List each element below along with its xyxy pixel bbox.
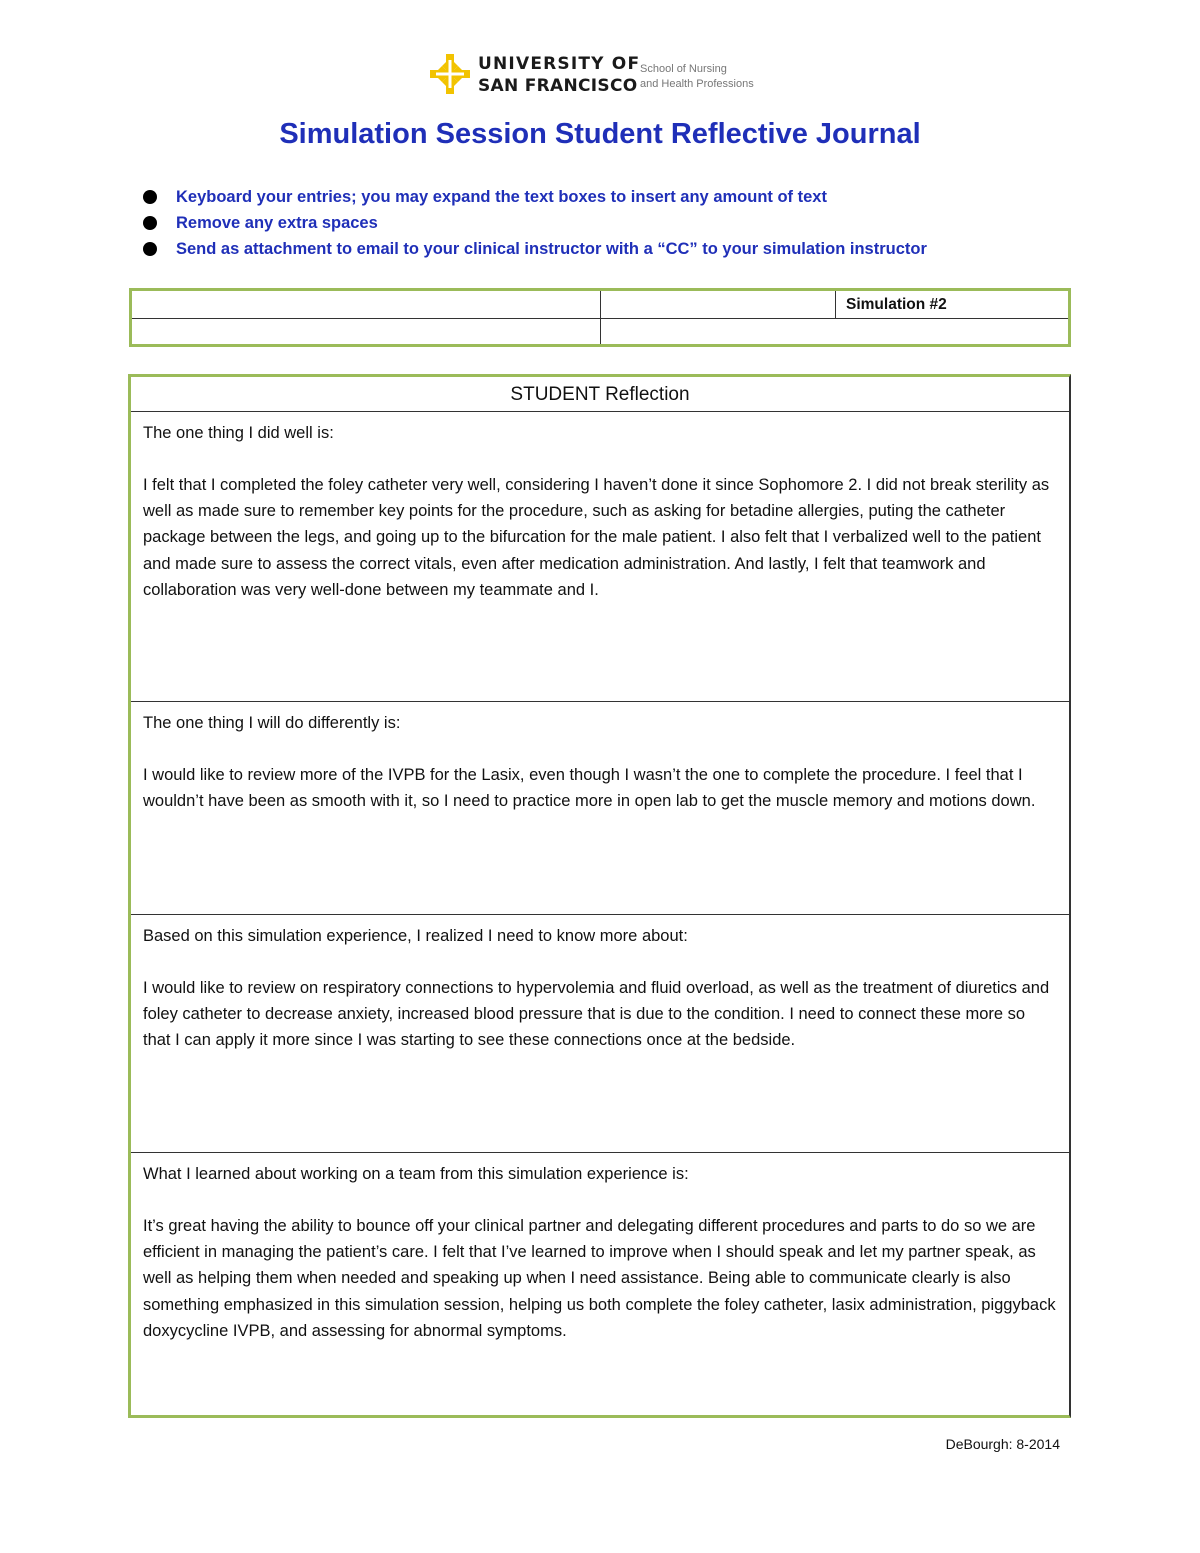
instruction-list [140,184,1100,262]
university-logo [428,52,788,102]
instruction-text: Send as attachment to email to your clinical instructor with a “CC” to your simulation instructor [176,240,927,258]
logo-school-line2: and Health Professions [640,78,754,90]
info-table-column-divider [835,291,836,319]
section-response: It’s great having the ability to bounce off your clinical partner and delegating different procedures and parts to do so we are efficient in managing the patient’s care. I felt that I’ve learned to improve when I should speak and let my partner speak, as well as helping them when needed and speaking up when I need assistance. Being able to communicate clearly is also something emphasized in this simulation session, helping us both complete the foley catheter, lasix administration, piggyback doxycycline IVPB, and assessing for abnormal symptoms. [143,1217,1056,1340]
section-prompt: Based on this simulation experience, I realized I need to know more about: [143,927,688,945]
bullet-dot-icon [143,216,157,230]
instruction-item [140,184,1100,210]
student-info-table [129,288,1071,347]
reflection-section-know-more [131,915,1069,1153]
section-response: I would like to review more of the IVPB for the Lasix, even though I wasn’t the one to complete the procedure. I feel that I wouldn’t have been as smooth with it, so I need to practice more in open lab to get the muscle memory and motions down. [143,766,1036,811]
logo-school-line1: School of Nursing [640,63,727,75]
logo-san-francisco-line: SAN FRANCISCO [478,76,638,96]
reflection-section-teamwork [131,1153,1069,1415]
usf-cross-icon [428,52,472,96]
reflection-section-do-differently [131,702,1069,915]
section-prompt: The one thing I will do differently is: [143,714,401,732]
footer-credit: DeBourgh: 8-2014 [945,1436,1060,1452]
logo-university-line: UNIVERSITY OF [478,54,641,74]
section-prompt: The one thing I did well is: [143,424,334,442]
page-title: Simulation Session Student Reflective Journal [279,118,921,150]
section-response: I would like to review on respiratory connections to hypervolemia and fluid overload, as well as the treatment of diuretics and foley catheter to decrease anxiety, increased blood pressure that is due to the condition. I need to connect these more so that I can apply it more since I was starting to see these connections once at the bedside. [143,979,1050,1050]
section-prompt: What I learned about working on a team from this simulation experience is: [143,1165,689,1183]
instruction-text: Remove any extra spaces [176,214,378,232]
simulation-number-label: Simulation #2 [846,296,947,313]
instruction-item [140,236,1100,262]
bullet-dot-icon [143,242,157,256]
reflection-heading: STUDENT Reflection [131,377,1069,412]
logo-school-name [640,62,754,92]
bullet-dot-icon [143,190,157,204]
instruction-item [140,210,1100,236]
section-response: I felt that I completed the foley catheter very well, considering I haven’t done it since Sophomore 2. I did not break sterility as well as made sure to remember key points for the procedure, such as asking for betadine allergies, puting the catheter package between the legs, and going up to the bifurcation for the male patient. I also felt that I verbalized well to the patient and made sure to assess the correct vitals, even after medication administration. And lastly, I felt that teamwork and collaboration was very well-done between my teammate and I. [143,476,1050,599]
instruction-text: Keyboard your entries; you may expand the text boxes to insert any amount of text [176,188,827,206]
reflection-section-did-well [131,412,1069,702]
student-reflection-table [128,374,1071,1418]
info-table-column-divider [600,291,601,344]
